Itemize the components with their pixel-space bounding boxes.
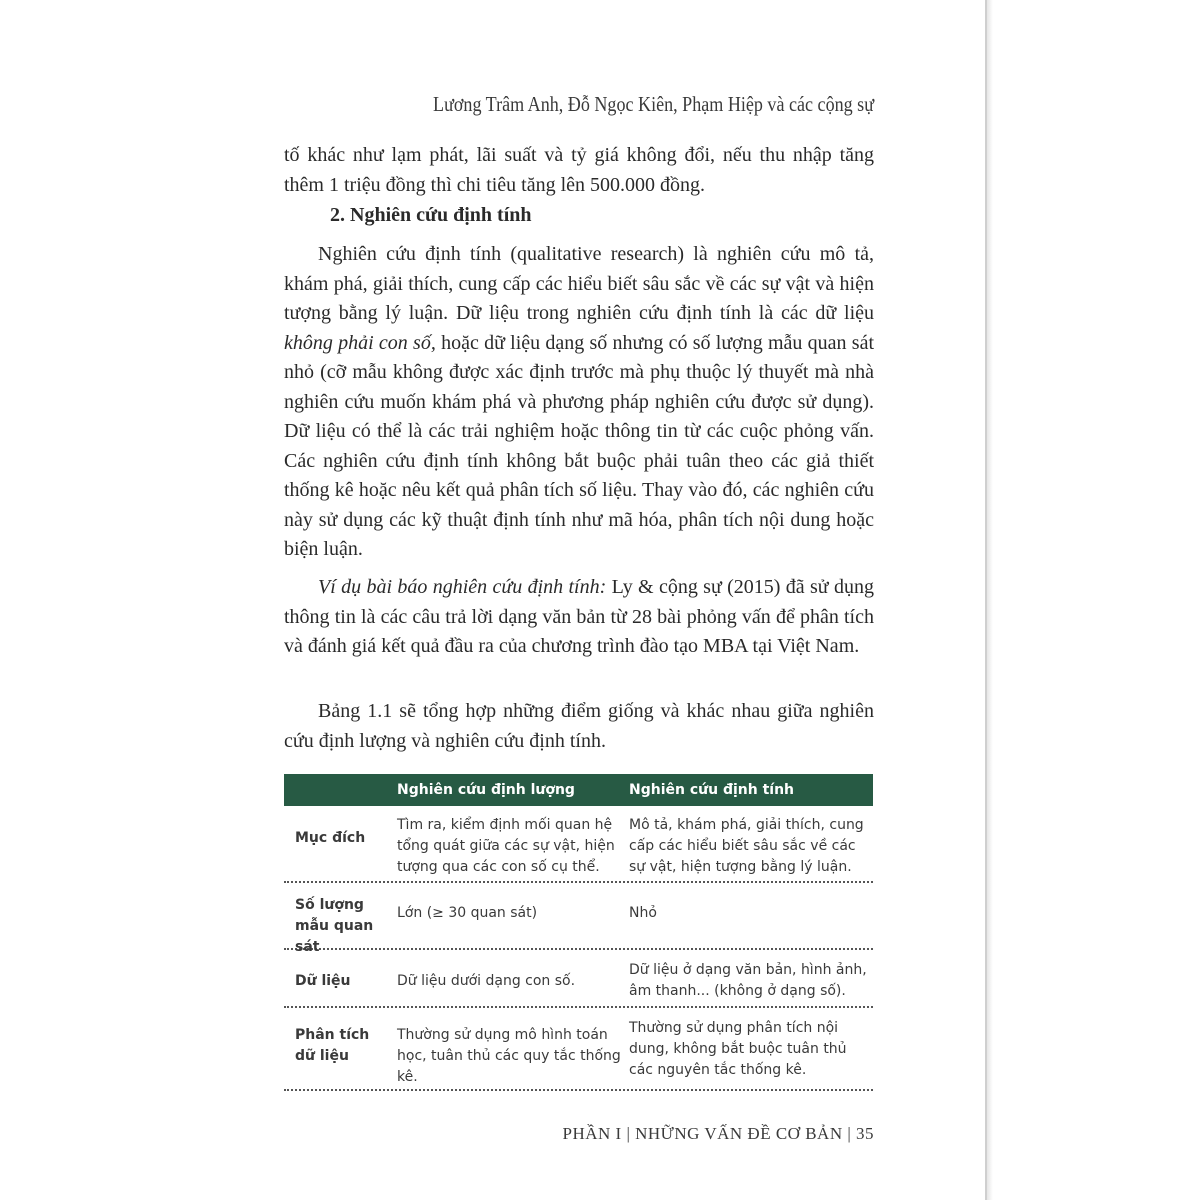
page-edge-shadow	[987, 0, 993, 1200]
paragraph-text-a: Nghiên cứu định tính (qualitative research) là nghiên cứu mô tả, khám phá, giải thích, cung cấp các hiểu biết sâu sắc về các sự vật và hiện tượng bằng lý luận. Dữ liệu trong nghiên cứu định tính là các dữ liệu	[284, 243, 874, 324]
comparison-table	[284, 774, 873, 1091]
cell-quantitative: Dữ liệu dưới dạng con số.	[397, 973, 576, 989]
paragraph-text: tố khác như lạm phát, lãi suất và tỷ giá không đổi, nếu thu nhập tăng thêm 1 triệu đồng thì chi tiêu tăng lên 500.000 đồng.	[284, 144, 874, 196]
paragraph-italic-phrase: không phải con số,	[284, 331, 436, 354]
cell-qualitative: Thường sử dụng phân tích nội dung, không bắt buộc tuân thủ các nguyên tắc thống kê.	[629, 1020, 847, 1078]
example-label: Ví dụ bài báo nghiên cứu định tính:	[318, 576, 607, 598]
table-row	[284, 883, 873, 955]
table-header-cell: Nghiên cứu định tính	[629, 782, 794, 798]
example-text: Ly & cộng sự (2015) đã sử dụng thông tin là các câu trả lời dạng văn bản từ 28 bài phỏng vấn để phân tích và đánh giá kết quả đầu ra của chương trình đào tạo MBA tại Việt Nam.	[284, 576, 874, 657]
table-header	[284, 774, 873, 806]
table-header-cell: Nghiên cứu định lượng	[397, 782, 575, 798]
section-heading: 2. Nghiên cứu định tính	[330, 204, 532, 226]
paragraph-example	[284, 573, 874, 662]
page-footer: PHẦN I | NHỮNG VẤN ĐỀ CƠ BẢN | 35	[562, 1124, 874, 1143]
paragraph-table-intro	[284, 697, 874, 756]
cell-quantitative: Tìm ra, kiểm định mối quan hệ tổng quát giữa các sự vật, hiện tượng qua các con số cụ thể.	[397, 817, 615, 875]
paragraph-text-b: hoặc dữ liệu dạng số nhưng có số lượng mẫu quan sát nhỏ (cỡ mẫu không được xác định trước mà phụ thuộc lý thuyết mà nhà nghiên cứu muốn khám phá và phương pháp nghiên cứu được sử dụng). Dữ liệu có thể là các trải nghiệm hoặc thông tin từ các cuộc phỏng vấn. Các nghiên cứu định tính không bắt buộc phải tuân theo các giả thiết thống kê hoặc nêu kết quả phân tích số liệu. Thay vào đó, các nghiên cứu này sử dụng các kỹ thuật định tính như mã hóa, phân tích nội dung hoặc biện luận.	[284, 331, 874, 560]
paragraph-text: Bảng 1.1 sẽ tổng hợp những điểm giống và khác nhau giữa nghiên cứu định lượng và nghiên cứu định tính.	[284, 700, 874, 752]
paragraph-continuation	[284, 141, 874, 200]
cell-quantitative: Thường sử dụng mô hình toán học, tuân thủ các quy tắc thống kê.	[397, 1027, 621, 1085]
cell-qualitative: Nhỏ	[629, 905, 657, 921]
cell-qualitative: Dữ liệu ở dạng văn bản, hình ảnh, âm thanh... (không ở dạng số).	[629, 962, 867, 999]
paragraph-definition	[284, 240, 874, 565]
cell-quantitative: Lớn (≥ 30 quan sát)	[397, 905, 538, 921]
cell-qualitative: Mô tả, khám phá, giải thích, cung cấp các hiểu biết sâu sắc về các sự vật, hiện tượng bằng lý luận.	[629, 817, 864, 875]
table-row	[284, 950, 873, 1008]
table-row	[284, 806, 873, 883]
row-label: Dữ liệu	[295, 973, 351, 989]
running-header: Lương Trâm Anh, Đỗ Ngọc Kiên, Phạm Hiệp và các cộng sự	[433, 92, 874, 116]
table-row	[284, 1008, 873, 1091]
row-label: Mục đích	[295, 830, 366, 846]
row-label: Phân tích dữ liệu	[295, 1027, 370, 1064]
row-label: Số lượng mẫu quan sát	[295, 897, 374, 955]
